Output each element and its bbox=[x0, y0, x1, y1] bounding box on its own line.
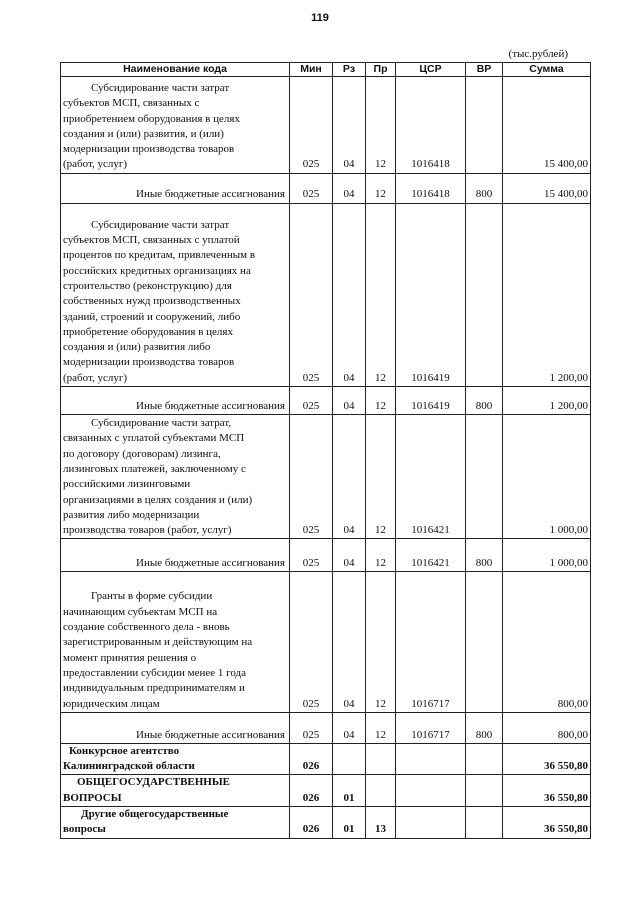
name-line: юридическим лицам bbox=[63, 697, 160, 710]
csr-cell: 1016419 bbox=[396, 203, 466, 386]
name-line: Субсидирование части затрат bbox=[91, 218, 230, 231]
row-name-cell bbox=[61, 743, 290, 775]
csr-cell: 1016421 bbox=[396, 539, 466, 572]
name-line: модернизации производства товаров bbox=[63, 356, 235, 369]
name-line: зарегистрированным и действующим на bbox=[63, 636, 253, 649]
vr-cell bbox=[466, 77, 503, 174]
min-cell: 025 bbox=[290, 77, 333, 174]
rz-cell: 04 bbox=[333, 173, 366, 203]
rz-cell: 04 bbox=[333, 539, 366, 572]
csr-cell: 1016418 bbox=[396, 77, 466, 174]
pr-cell: 12 bbox=[366, 712, 396, 743]
name-line: приобретение оборудования в целях bbox=[63, 325, 233, 338]
row-name-cell bbox=[61, 806, 290, 838]
name-line: Калининградской области bbox=[63, 760, 195, 773]
min-cell: 026 bbox=[290, 806, 333, 838]
name-line: по договору (договорам) лизинга, bbox=[63, 447, 221, 460]
table-row bbox=[61, 415, 591, 539]
header-sum: Сумма bbox=[503, 63, 591, 77]
table-row bbox=[61, 173, 591, 203]
pr-cell: 12 bbox=[366, 173, 396, 203]
name-line: ВОПРОСЫ bbox=[63, 791, 122, 804]
table-row bbox=[61, 775, 591, 807]
table-header-row bbox=[61, 63, 591, 77]
name-line: начинающим субъектам МСП на bbox=[63, 605, 218, 618]
min-cell: 025 bbox=[290, 415, 333, 539]
row-name-cell bbox=[61, 775, 290, 807]
vr-cell: 800 bbox=[466, 712, 503, 743]
name-line: Конкурсное агентство bbox=[69, 744, 180, 757]
name-line: связанных с уплатой субъектами МСП bbox=[63, 432, 245, 445]
min-cell: 025 bbox=[290, 173, 333, 203]
table-row bbox=[61, 806, 591, 838]
name-line: субъектов МСП, связанных с bbox=[63, 97, 200, 110]
vr-cell bbox=[466, 415, 503, 539]
min-cell: 025 bbox=[290, 387, 333, 415]
name-line: собственных нужд производственных bbox=[63, 295, 241, 308]
name-line: (работ, услуг) bbox=[63, 158, 128, 171]
sum-cell: 1 200,00 bbox=[503, 203, 591, 386]
row-name-cell bbox=[61, 572, 290, 712]
name-line: Субсидирование части затрат bbox=[91, 82, 230, 94]
rz-cell: 01 bbox=[333, 806, 366, 838]
name-line: создание собственного дела - вновь bbox=[63, 621, 230, 634]
header-vr: ВР bbox=[466, 63, 503, 77]
vr-cell: 800 bbox=[466, 539, 503, 572]
name-line: российскими лизинговыми bbox=[63, 478, 191, 491]
vr-cell bbox=[466, 806, 503, 838]
budget-table bbox=[60, 62, 591, 839]
rz-cell: 04 bbox=[333, 415, 366, 539]
pr-cell: 13 bbox=[366, 806, 396, 838]
vr-cell: 800 bbox=[466, 387, 503, 415]
min-cell: 025 bbox=[290, 572, 333, 712]
sum-cell: 800,00 bbox=[503, 712, 591, 743]
page-number: 119 bbox=[311, 12, 329, 24]
sum-cell: 15 400,00 bbox=[503, 77, 591, 174]
rz-cell: 04 bbox=[333, 77, 366, 174]
name-line: (работ, услуг) bbox=[63, 371, 128, 384]
rz-cell: 04 bbox=[333, 572, 366, 712]
table-row bbox=[61, 572, 591, 712]
units-label: (тыс.рублей) bbox=[508, 48, 568, 60]
name-line: предоставлении субсидии менее 1 года bbox=[63, 666, 247, 679]
row-name-cell: Иные бюджетные ассигнования bbox=[61, 539, 290, 572]
name-line: производства товаров (работ, услуг) bbox=[63, 524, 232, 537]
pr-cell: 12 bbox=[366, 572, 396, 712]
name-line: Другие общегосударственные bbox=[81, 807, 229, 820]
name-line: Гранты в форме субсидии bbox=[91, 590, 213, 603]
pr-cell: 12 bbox=[366, 203, 396, 386]
name-line: российских кредитных организациях на bbox=[63, 264, 251, 277]
row-name-cell bbox=[61, 203, 290, 386]
name-line: создания и (или) развития либо bbox=[63, 341, 211, 354]
row-name-cell: Иные бюджетные ассигнования bbox=[61, 712, 290, 743]
vr-cell bbox=[466, 743, 503, 775]
rz-cell: 04 bbox=[333, 712, 366, 743]
csr-cell: 1016421 bbox=[396, 415, 466, 539]
min-cell: 025 bbox=[290, 712, 333, 743]
table-row bbox=[61, 387, 591, 415]
header-name: Наименование кода bbox=[61, 63, 290, 77]
name-line: субъектов МСП, связанных с уплатой bbox=[63, 234, 240, 247]
header-min: Мин bbox=[290, 63, 333, 77]
rz-cell: 04 bbox=[333, 203, 366, 386]
header-pr: Пр bbox=[366, 63, 396, 77]
row-name-cell: Иные бюджетные ассигнования bbox=[61, 387, 290, 415]
pr-cell: 12 bbox=[366, 415, 396, 539]
pr-cell bbox=[366, 743, 396, 775]
pr-cell bbox=[366, 775, 396, 807]
sum-cell: 1 000,00 bbox=[503, 415, 591, 539]
name-line: Субсидирование части затрат, bbox=[91, 417, 232, 430]
csr-cell bbox=[396, 806, 466, 838]
row-name-cell bbox=[61, 77, 290, 174]
sum-cell: 1 000,00 bbox=[503, 539, 591, 572]
csr-cell: 1016717 bbox=[396, 572, 466, 712]
name-line: организациями в целях создания и (или) bbox=[63, 493, 253, 506]
vr-cell bbox=[466, 775, 503, 807]
vr-cell bbox=[466, 572, 503, 712]
csr-cell bbox=[396, 775, 466, 807]
name-line: вопросы bbox=[63, 823, 106, 836]
csr-cell: 1016418 bbox=[396, 173, 466, 203]
header-rz: Рз bbox=[333, 63, 366, 77]
name-line: момент принятия решения о bbox=[63, 651, 197, 664]
name-line: зданий, строений и сооружений, либо bbox=[63, 310, 241, 323]
table-row bbox=[61, 743, 591, 775]
table-row bbox=[61, 203, 591, 386]
pr-cell: 12 bbox=[366, 387, 396, 415]
min-cell: 025 bbox=[290, 539, 333, 572]
row-name-cell bbox=[61, 415, 290, 539]
sum-cell: 800,00 bbox=[503, 572, 591, 712]
name-line: строительство (реконструкцию) для bbox=[63, 279, 232, 292]
name-line: приобретением оборудования в целях bbox=[63, 112, 240, 125]
min-cell: 026 bbox=[290, 743, 333, 775]
sum-cell: 1 200,00 bbox=[503, 387, 591, 415]
vr-cell: 800 bbox=[466, 173, 503, 203]
csr-cell: 1016717 bbox=[396, 712, 466, 743]
name-line: процентов по кредитам, привлеченным в bbox=[63, 249, 256, 262]
table-row bbox=[61, 77, 591, 174]
sum-cell: 36 550,80 bbox=[503, 775, 591, 807]
table-row bbox=[61, 539, 591, 572]
rz-cell: 01 bbox=[333, 775, 366, 807]
row-name-cell: Иные бюджетные ассигнования bbox=[61, 173, 290, 203]
table-row bbox=[61, 712, 591, 743]
pr-cell: 12 bbox=[366, 77, 396, 174]
sum-cell: 36 550,80 bbox=[503, 806, 591, 838]
csr-cell bbox=[396, 743, 466, 775]
pr-cell: 12 bbox=[366, 539, 396, 572]
name-line: ОБЩЕГОСУДАРСТВЕННЫЕ bbox=[77, 776, 230, 789]
sum-cell: 15 400,00 bbox=[503, 173, 591, 203]
sum-cell: 36 550,80 bbox=[503, 743, 591, 775]
min-cell: 025 bbox=[290, 203, 333, 386]
min-cell: 026 bbox=[290, 775, 333, 807]
name-line: лизинговых платежей, заключенному с bbox=[63, 462, 246, 475]
csr-cell: 1016419 bbox=[396, 387, 466, 415]
rz-cell bbox=[333, 743, 366, 775]
vr-cell bbox=[466, 203, 503, 386]
name-line: модернизации производства товаров bbox=[63, 143, 235, 156]
name-line: индивидуальным предпринимателям и bbox=[63, 682, 245, 695]
header-csr: ЦСР bbox=[396, 63, 466, 77]
name-line: развития либо модернизации bbox=[63, 508, 200, 521]
name-line: создания и (или) развития, и (или) bbox=[63, 127, 224, 140]
rz-cell: 04 bbox=[333, 387, 366, 415]
